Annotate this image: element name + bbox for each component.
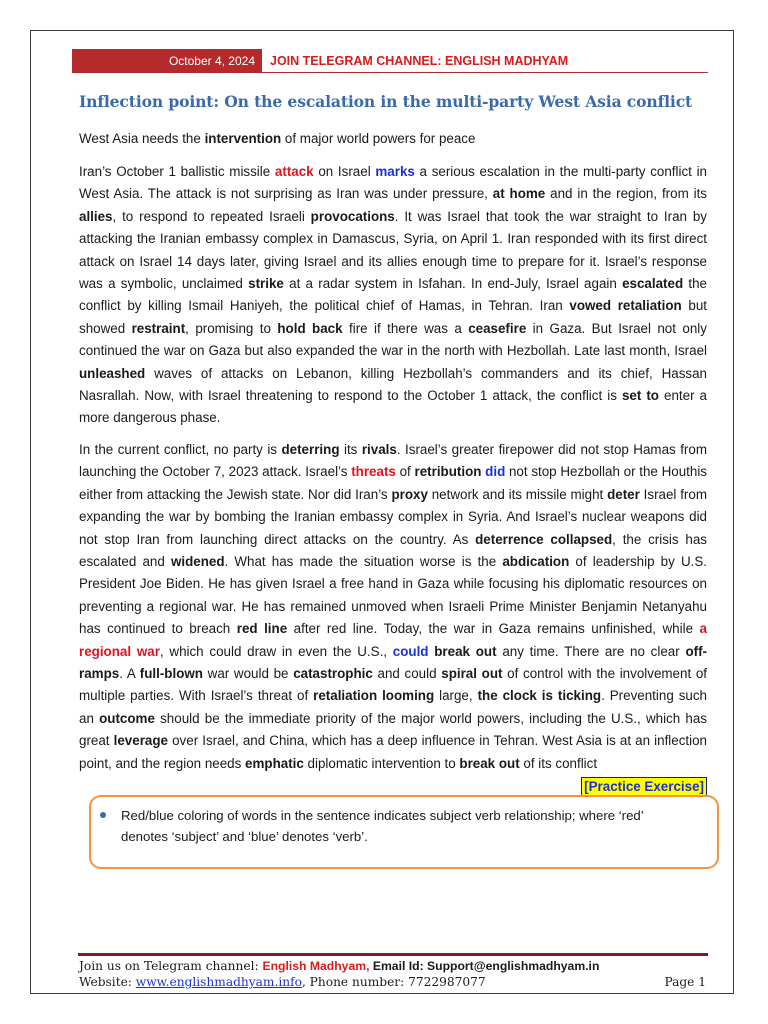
- footer-telegram-label: Join us on Telegram channel:: [79, 959, 263, 973]
- text-run: its: [339, 442, 362, 457]
- bold-word: unleashed: [79, 365, 146, 381]
- bold-word: proxy: [391, 486, 428, 502]
- text-run: but showed: [79, 298, 707, 336]
- bullet-icon: [100, 812, 106, 818]
- subject-word: a regional war: [79, 621, 707, 659]
- subtitle-text-2: of major world powers for peace: [281, 131, 476, 146]
- bold-word: set to: [621, 388, 659, 404]
- paragraph-1: [79, 161, 707, 430]
- bold-word: allies: [79, 208, 113, 224]
- text-run: fire if there was a: [342, 320, 469, 336]
- text-run: . What has made the situation worse is the: [224, 554, 503, 570]
- footer-email: Email Id: Support@englishmadhyam.in: [369, 959, 600, 973]
- text-run: waves of attacks on Lebanon, killing Hezbollah’s commanders and its chief, Hassan Nasrallah. Now, with Israel threatening to respond to the October 1 attack, the conflict is: [79, 365, 707, 404]
- bold-word: widened: [170, 554, 225, 570]
- bold-word: retribution: [414, 464, 482, 480]
- text-run: enter a more dangerous phase.: [79, 388, 708, 426]
- text-run: Israel from expanding the war by bombing the Iranian embassy complex in Syria. And Israel’s nuclear weapons did not stop Iran from launching direct attacks on the country. As: [79, 486, 707, 547]
- footer-website-line: [79, 975, 486, 989]
- paragraph-2: [79, 439, 707, 797]
- subtitle-bold: intervention: [204, 131, 282, 146]
- article-subtitle: [79, 131, 475, 146]
- bold-word: full-blown: [139, 666, 203, 682]
- text-run: over Israel, and China, which has a deep influence in Tehran. West Asia is at an inflection point, and the region needs: [79, 733, 708, 771]
- bold-word: hold back: [277, 320, 343, 336]
- header-bar: [72, 49, 708, 73]
- footer-phone: , Phone number: 7722987077: [301, 975, 486, 989]
- bold-word: break out: [434, 643, 497, 659]
- text-run: . A: [119, 666, 140, 682]
- text-run: network and its missile might: [427, 486, 608, 502]
- bold-word: deterring: [281, 442, 340, 457]
- text-run: . Israel’s greater firepower did not stop Hamas from launching the October 7, 2023 attack. Israel’s: [79, 442, 707, 480]
- text-run: diplomatic intervention to: [303, 755, 460, 771]
- text-run: on Israel: [313, 164, 376, 179]
- bold-word: retaliation looming: [313, 688, 435, 704]
- text-run: Iran’s October 1 ballistic missile: [79, 164, 275, 179]
- text-run: in Gaza. But Israel not only continued the war on Gaza but also expanded the war in the north with Hezbollah. Late last month, Israel: [79, 320, 707, 359]
- note-box: [89, 795, 719, 869]
- subject-word: threats: [351, 464, 396, 480]
- bold-word: off-ramps: [79, 643, 707, 682]
- bold-word: ceasefire: [468, 320, 527, 336]
- bold-word: emphatic: [245, 755, 304, 771]
- text-run: of its conflict: [519, 755, 598, 771]
- bold-word: spiral out: [441, 666, 503, 682]
- bold-word: rivals: [361, 442, 397, 457]
- text-run: of leadership by U.S. President Joe Biden. He has given Israel a free hand in Gaza while focusing his diplomatic resources on preventing a regional war. He has remained unmoved when Israeli Prime Minister Benjamin Netanyahu has continued to breach: [79, 554, 707, 637]
- text-run: a serious escalation in the multi-party conflict in West Asia. The attack is not surprising as Iran was under pressure,: [79, 164, 707, 202]
- bold-word: deterrence collapsed: [475, 531, 613, 547]
- text-run: , to respond to repeated Israeli: [112, 208, 311, 224]
- text-run: at a radar system in Isfahan. In end-July, Israel again: [283, 276, 623, 292]
- text-run: , the crisis has escalated and: [79, 531, 707, 570]
- bold-word: provocations: [310, 208, 395, 224]
- text-run: after red line. Today, the war in Gaza remains unfinished, while: [287, 621, 700, 637]
- text-run: any time. There are no clear: [496, 643, 686, 659]
- verb-word: marks: [375, 164, 415, 179]
- bold-word: catastrophic: [293, 666, 373, 682]
- header-date: October 4, 2024: [72, 49, 262, 73]
- text-run: not stop Hezbollah or the Houthis either from attacking the Jewish state. Nor did Iran’s: [79, 464, 707, 502]
- text-run: and in the region, from its: [545, 186, 707, 202]
- footer-telegram-channel[interactable]: English Madhyam,: [262, 959, 370, 973]
- footer-website-link[interactable]: www.englishmadhyam.info: [135, 975, 302, 989]
- subject-word: attack: [274, 164, 314, 179]
- text-run: should be the immediate priority of the major world powers, including the U.S., which has great: [79, 710, 707, 749]
- subtitle-text-1: West Asia needs the: [79, 131, 205, 146]
- text-run: , promising to: [185, 320, 278, 336]
- text-run: , which could draw in even the U.S.,: [159, 643, 393, 659]
- bold-word: break out: [459, 755, 520, 771]
- footer-website-label: Website:: [79, 975, 136, 989]
- text-run: . Preventing such an: [79, 688, 708, 726]
- text-run: the conflict by killing Ismail Haniyeh, the political chief of Hamas, in Tehran. Iran: [79, 276, 707, 314]
- practice-exercise-link[interactable]: [Practice Exercise]: [581, 777, 707, 797]
- verb-word: did: [485, 464, 506, 480]
- bold-word: strike: [248, 276, 284, 292]
- bold-word: escalated: [622, 276, 684, 292]
- bold-word: leverage: [113, 733, 168, 749]
- text-run: large,: [434, 688, 478, 704]
- note-text: Red/blue coloring of words in the sentence indicates subject verb relationship; where ‘red’ denotes ‘subject’ and ‘blue’ denotes ‘verb’.: [121, 808, 644, 844]
- footer-rule: [78, 953, 708, 956]
- text-run: of control with the involvement of multiple parties. With Israel’s threat of: [79, 666, 708, 704]
- text-run: . It was Israel that took the war straight to Iran by attacking the Iranian embassy complex in Damascus, Syria, on April 1. Iran responded with its first direct attack on Israel 14 days later, giving Israel and its allies enough time to prepare for it. Israel’s response was a symbolic, unclaimed: [79, 208, 707, 292]
- bold-word: abdication: [502, 554, 570, 570]
- text-run: of: [395, 464, 415, 480]
- footer-contact-line: [79, 959, 599, 973]
- bold-word: at home: [492, 186, 546, 202]
- article-title: Inflection point: On the escalation in the multi-party West Asia conflict: [79, 92, 693, 111]
- text-run: war would be: [202, 666, 294, 682]
- bold-word: restraint: [131, 320, 186, 336]
- verb-word: could: [392, 643, 429, 659]
- bold-word: deter: [607, 486, 640, 502]
- header-telegram-channel[interactable]: JOIN TELEGRAM CHANNEL: ENGLISH MADHYAM: [270, 54, 569, 68]
- bold-word: vowed retaliation: [569, 298, 682, 314]
- bold-word: the clock is ticking: [477, 688, 602, 704]
- text-run: and could: [372, 666, 442, 682]
- page-number: Page 1: [664, 975, 706, 989]
- text-run: In the current conflict, no party is: [79, 442, 282, 457]
- bold-word: red line: [236, 621, 288, 637]
- bold-word: outcome: [99, 710, 155, 726]
